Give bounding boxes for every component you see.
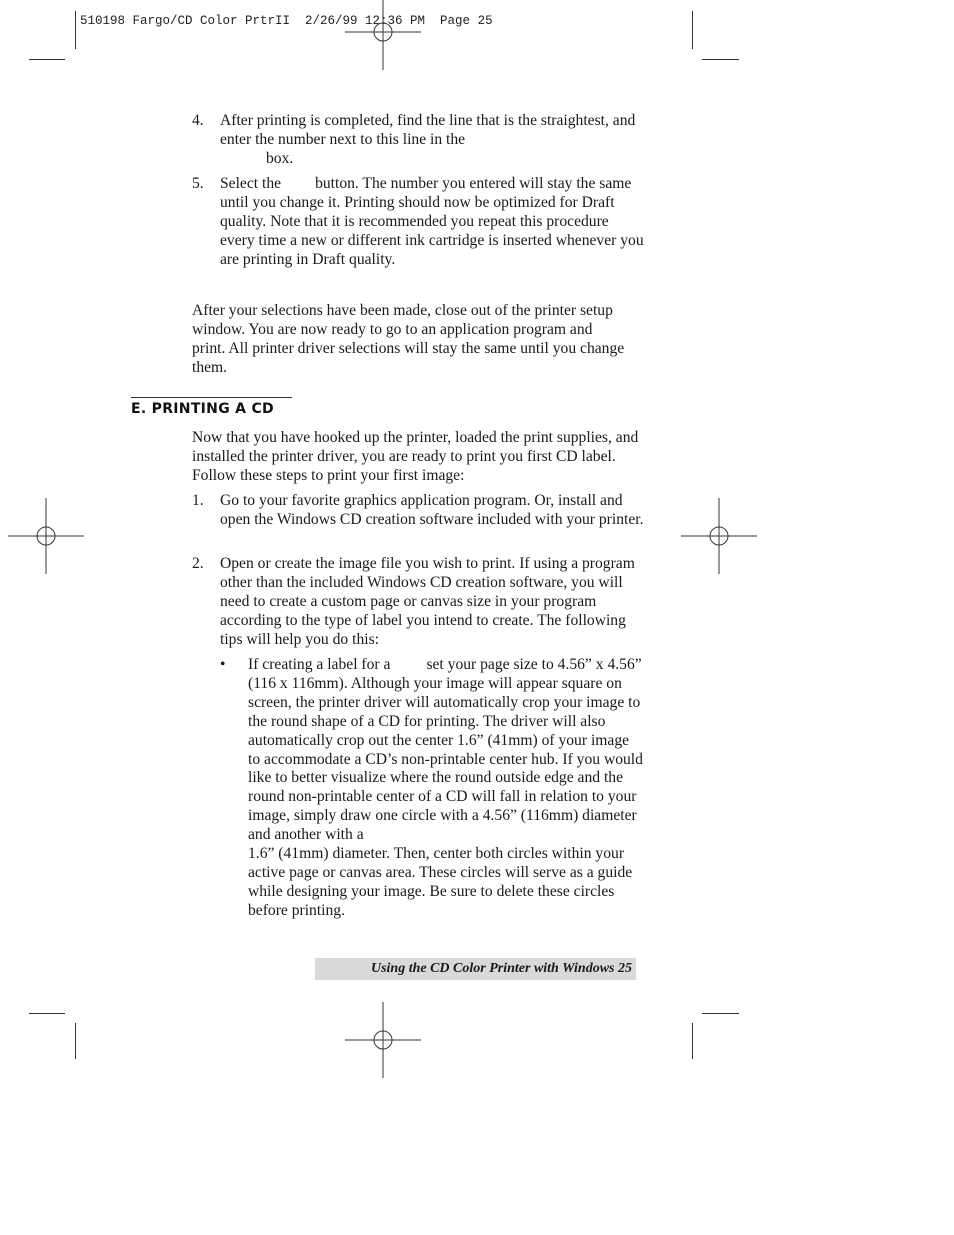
registration-mark-top-icon bbox=[345, 0, 421, 70]
section-heading: E. PRINTING A CD bbox=[131, 401, 274, 417]
crop-mark-bottom-right-v bbox=[692, 1023, 693, 1059]
section-step-1 bbox=[192, 492, 647, 530]
step-text: Open or create the image file you wish to print. If using a program other than the included Windows CD creation software, you will need to create a custom page or canvas size in your program according to the type of label you intend to create. The following tips will help you do this: bbox=[220, 555, 635, 648]
crop-mark-top-right-v bbox=[692, 11, 693, 49]
crop-mark-top-left-h bbox=[29, 59, 65, 60]
crop-mark-bottom-left-v bbox=[75, 1023, 76, 1059]
section-intro: Now that you have hooked up the printer, loaded the print supplies, and installed the printer driver, you are ready to print you first CD label. Follow these steps to print your first image: bbox=[192, 429, 639, 484]
print-slug: 510198 Fargo/CD Color PrtrII 2/26/99 12:36 PM Page 25 bbox=[80, 14, 493, 28]
crop-mark-bottom-left-h bbox=[29, 1013, 65, 1014]
registration-mark-left-icon bbox=[8, 498, 84, 574]
step-text: Select the button. The number you entered will stay the same until you change it. Printing should now be optimized for Draft quality. Note that it is recommended you repeat this procedure every time a new or different ink cartridge is inserted whenever you are printing in Draft quality. bbox=[220, 175, 644, 268]
step-number: 4. bbox=[192, 112, 204, 129]
step-text: Go to your favorite graphics application program. Or, install and open the Windows CD creation software included with your printer. bbox=[220, 492, 644, 528]
bullet-text: If creating a label for a set your page size to 4.56” x 4.56” (116 x 116mm). Although your image will appear square on screen, the printer driver will automatically crop your image to the round shape of a CD for printing. The driver will also automatically crop out the center 1.6” (41mm) of your image to accommodate a CD’s non-printable center hub. If you would like to better visualize where the round outside edge and the round non-printable center of a CD will fall in relation to your image, simply draw one circle with a 4.56” (116mm) diameter and another with a 1.6” (41mm) diameter. Then, center both circles within your active page or canvas area. These circles will serve as a guide while designing your image. Be sure to delete these circles before printing. bbox=[248, 656, 643, 919]
section-step-2 bbox=[192, 555, 647, 650]
closing-paragraph: After your selections have been made, close out of the printer setup window. You are now ready to go to an application program and print. All printer driver selections will stay the same until you change them. bbox=[192, 302, 625, 376]
tip-bullet bbox=[220, 656, 645, 921]
crop-mark-bottom-right-h bbox=[702, 1013, 739, 1014]
section-rule bbox=[131, 397, 292, 398]
step-number: 5. bbox=[192, 175, 204, 192]
step-text: After printing is completed, find the line that is the straightest, and enter the number next to this line in the box. bbox=[220, 112, 636, 167]
step-number: 2. bbox=[192, 555, 204, 572]
crop-mark-top-left-v bbox=[75, 11, 76, 49]
step-number: 1. bbox=[192, 492, 204, 509]
registration-mark-right-icon bbox=[681, 498, 757, 574]
step-4 bbox=[192, 112, 647, 169]
registration-mark-bottom-icon bbox=[345, 1002, 421, 1078]
crop-mark-top-right-h bbox=[702, 59, 739, 60]
step-5 bbox=[192, 175, 647, 270]
page-footer: Using the CD Color Printer with Windows 25 bbox=[315, 958, 636, 980]
bullet-icon: • bbox=[220, 656, 226, 673]
